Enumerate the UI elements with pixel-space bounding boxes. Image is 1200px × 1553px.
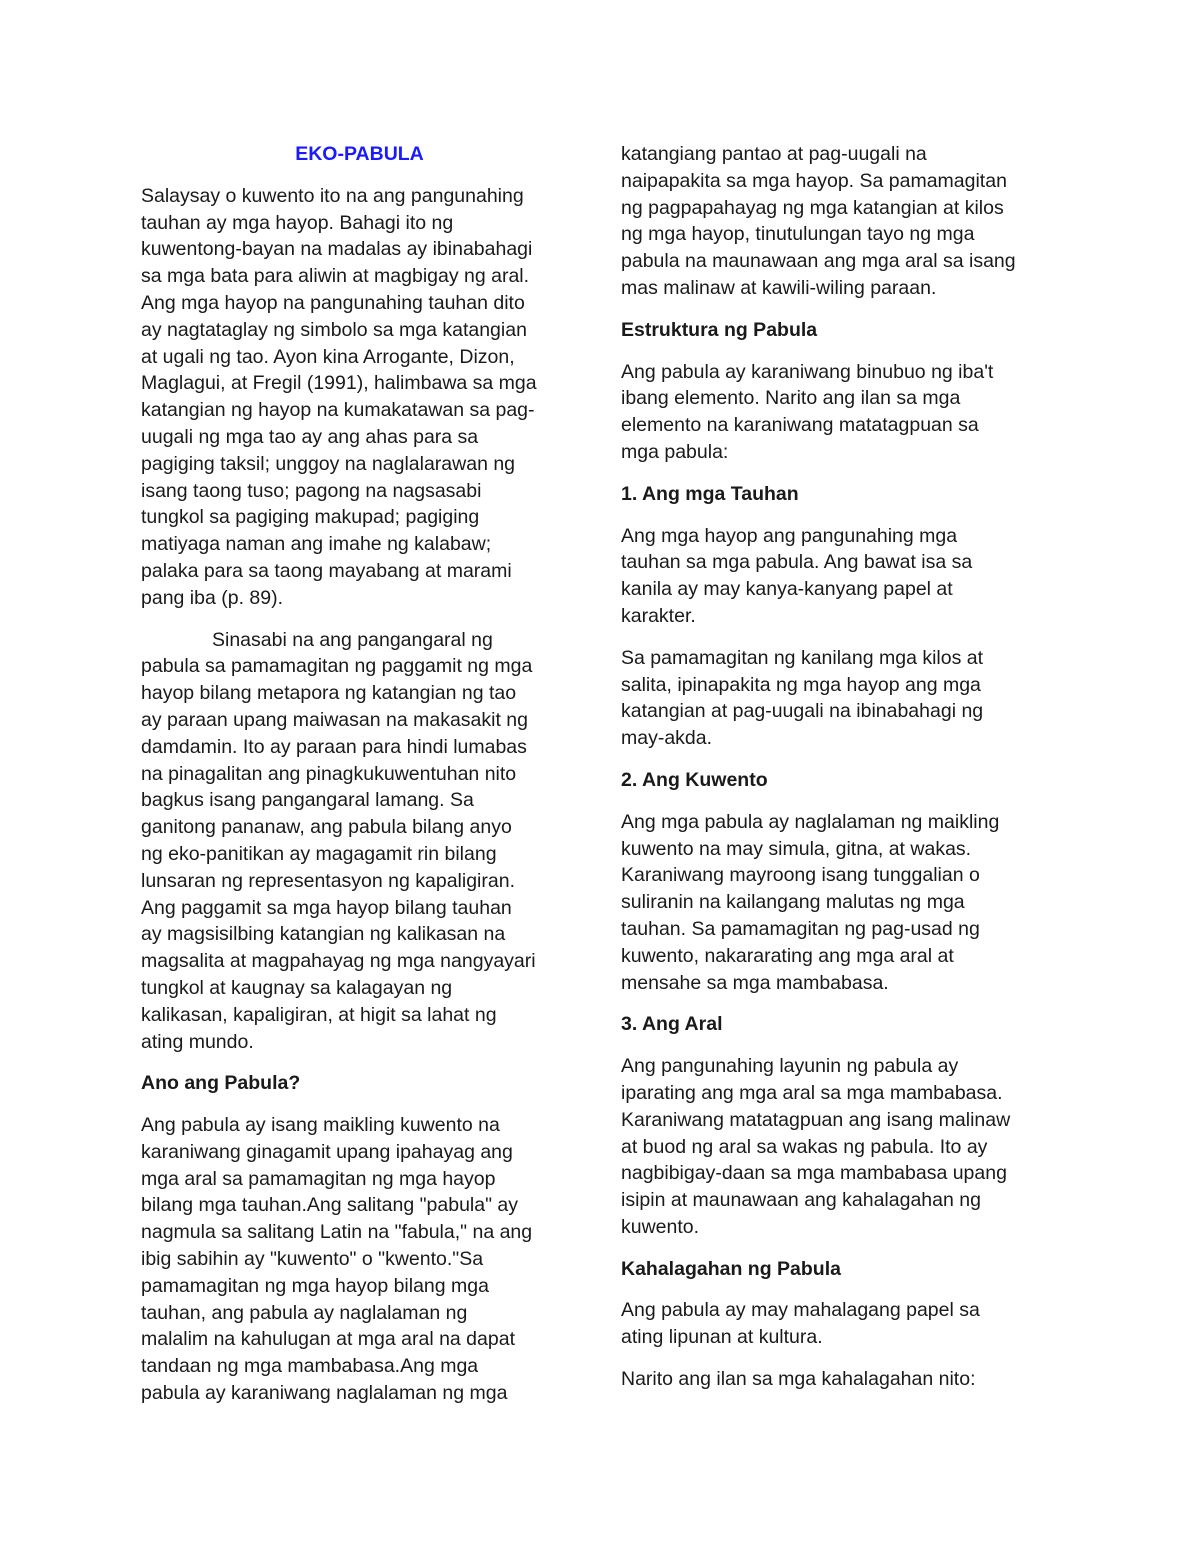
section-heading: Ano ang Pabula?: [141, 1072, 301, 1095]
section-heading: Estruktura ng Pabula: [621, 318, 818, 341]
paragraph: Narito ang ilan sa mga kahalagahan nito:: [621, 1368, 976, 1391]
document-title: EKO-PABULA: [295, 143, 424, 165]
paragraph: Ang pabula ay karaniwang binubuo ng iba't ibang elemento. Narito ang ilan sa mga elemento na karaniwang matatagpuan sa mga pabula:: [621, 360, 994, 463]
left-column: [141, 141, 601, 1422]
right-column: [621, 141, 1081, 1408]
paragraph: katangiang pantao at pag-uugali na naipapakita sa mga hayop. Sa pamamagitan ng pagpapahayag ng mga katangian at kilos ng mga hayop, tinutulungan tayo ng mga pabula na maunawaan ang mga aral sa isang mas malinaw at kawili-wiling paraan.: [621, 143, 1016, 299]
paragraph: Ang pangunahing layunin ng pabula ay iparating ang mga aral sa mga mambabasa. Karaniwang matatagpuan ang isang malinaw at buod ng aral sa wakas ng pabula. Ito ay nagbibigay-daan sa mga mambabasa upang isipin at maunawaan ang kahalagahan ng kuwento.: [621, 1055, 1011, 1238]
paragraph: Ang mga hayop ang pangunahing mga tauhan sa mga pabula. Ang bawat isa sa kanila ay may kanya-kanyang papel at karakter.: [621, 524, 973, 627]
section-heading: Kahalagahan ng Pabula: [621, 1257, 841, 1280]
section-heading: 1. Ang mga Tauhan: [621, 482, 799, 505]
section-heading: 2. Ang Kuwento: [621, 768, 768, 791]
paragraph: Salaysay o kuwento ito na ang pangunahing tauhan ay mga hayop. Bahagi ito ng kuwentong-bayan na madalas ay ibinabahagi sa mga bata para aliwin at magbigay ng aral. Ang mga hayop na pangunahing tauhan dito ay nagtataglay ng simbolo sa mga katangian at ugali ng tao. Ayon kina Arrogante, Dizon, Maglagui, at Fregil (1991), halimbawa sa mga katangian ng hayop na kumakatawan sa pag- uugali ng mga tao ay ang ahas para sa pagiging taksil; unggoy na naglalarawan ng isang taong tuso; pagong na nagsasabi tungkol sa pagiging makupad; pagiging matiyaga naman ang imahe ng kalabaw; palaka para sa taong mayabang at marami pang iba (p. 89).: [141, 184, 537, 609]
paragraph: Sinasabi na ang pangangaral ng pabula sa pamamagitan ng paggamit ng mga hayop bilang metapora ng katangian ng tao ay paraan upang maiwasan na makasakit ng damdamin. Ito ay paraan para hindi lumabas na pinagalitan ang pinagkukuwentuhan nito bagkus isang pangangaral lamang. Sa ganitong pananaw, ang pabula bilang anyo ng eko-panitikan ay magagamit rin bilang lunsaran ng representasyon ng kapaligiran. Ang paggamit sa mga hayop bilang tauhan ay magsisilbing katangian ng kalikasan na magsalita at magpahayag ng mga nangyayari tungkol at kaugnay sa kalagayan ng kalikasan, kapaligiran, at higit sa lahat ng ating mundo.: [141, 628, 536, 1053]
paragraph: Sa pamamagitan ng kanilang mga kilos at salita, ipinapakita ng mga hayop ang mga katangian at pag-uugali na ibinabahagi ng may-akda.: [621, 646, 984, 750]
paragraph: Ang mga pabula ay naglalaman ng maikling kuwento na may simula, gitna, at wakas. Karaniwang mayroong isang tunggalian o suliranin na kailangang malutas ng mga tauhan. Sa pamamagitan ng pag-usad ng kuwento, nakararating ang mga aral at mensahe sa mga mambabasa.: [621, 810, 1000, 994]
section-heading: 3. Ang Aral: [621, 1013, 723, 1036]
paragraph: Ang pabula ay isang maikling kuwento na karaniwang ginagamit upang ipahayag ang mga aral sa pamamagitan ng mga hayop bilang mga tauhan.Ang salitang "pabula" ay nagmula sa salitang Latin na "fabula," na ang ibig sabihin ay "kuwento" o "kwento."Sa pamamagitan ng mga hayop bilang mga tauhan, ang pabula ay naglalaman ng malalim na kahulugan at mga aral na dapat tandaan ng mga mambabasa.Ang mga pabula ay karaniwang naglalaman ng mga: [141, 1114, 533, 1405]
paragraph: Ang pabula ay may mahalagang papel sa ating lipunan at kultura.: [621, 1299, 980, 1349]
